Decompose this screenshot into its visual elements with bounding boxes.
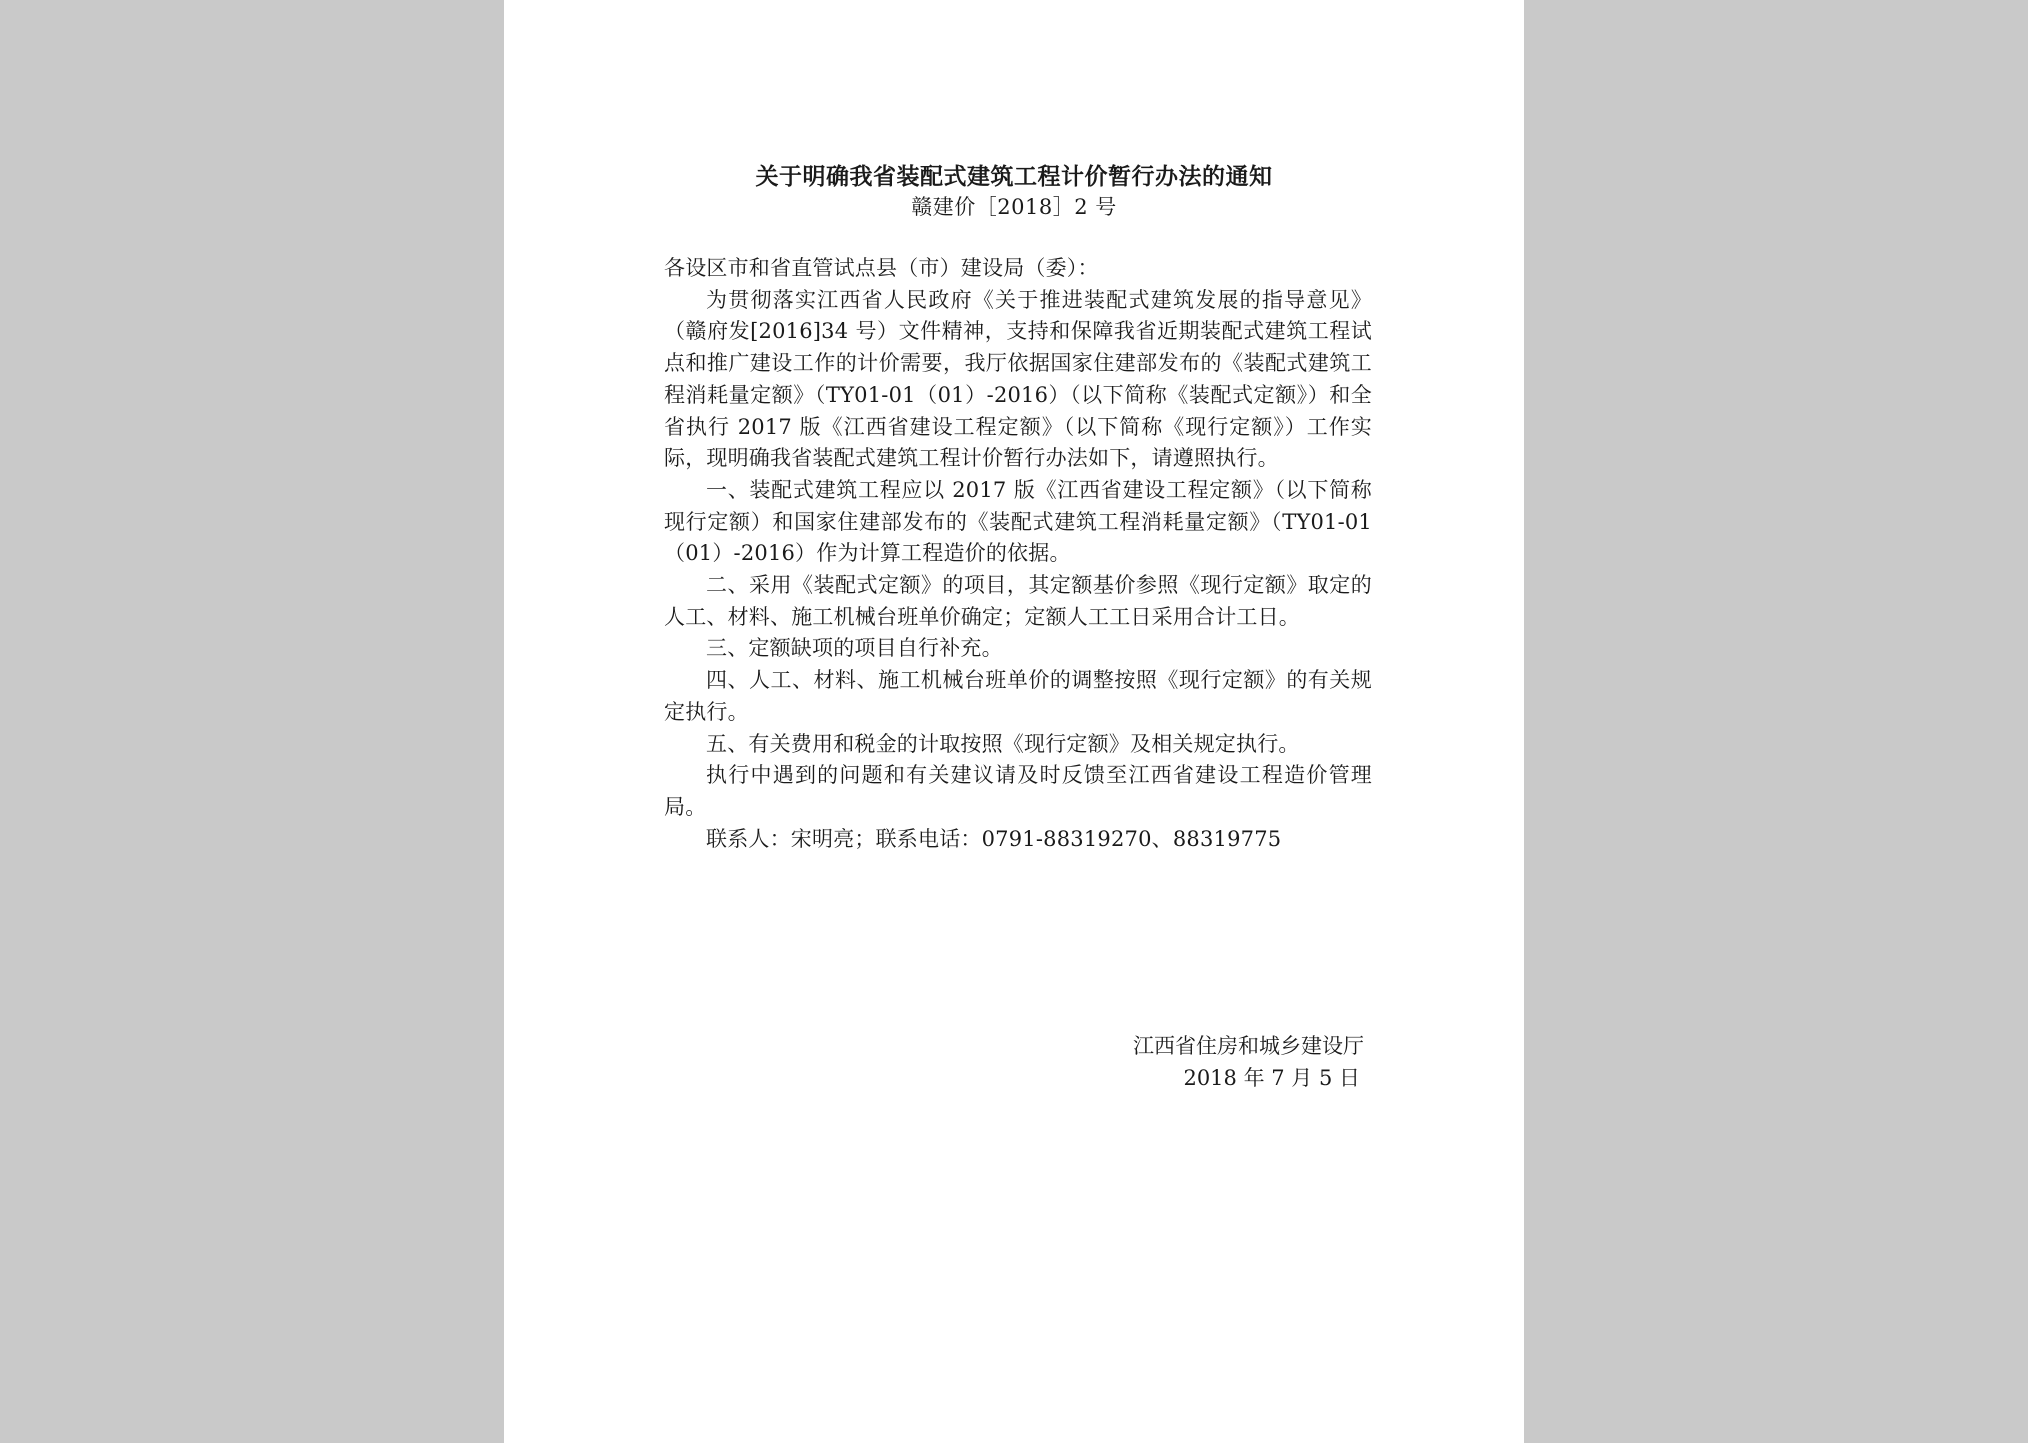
item-4-paragraph: 四、人工、材料、施工机械台班单价的调整按照《现行定额》的有关规定执行。 — [664, 668, 1372, 724]
document-page — [504, 0, 1524, 1443]
item-5-paragraph: 五、有关费用和税金的计取按照《现行定额》及相关规定执行。 — [706, 731, 1300, 756]
signature-block — [1133, 1030, 1364, 1094]
feedback-paragraph: 执行中遇到的问题和有关建议请及时反馈至江西省建设工程造价管理局。 — [664, 763, 1372, 819]
item-2-paragraph: 二、采用《装配式定额》的项目，其定额基价参照《现行定额》取定的人工、材料、施工机械台班单价确定；定额人工工日采用合计工日。 — [664, 573, 1372, 629]
contact-paragraph: 联系人：宋明亮；联系电话：0791-88319270、88319775 — [706, 826, 1282, 851]
document-number: 赣建价［2018］2 号 — [911, 195, 1117, 219]
document-body — [664, 253, 1372, 855]
issuer-name: 江西省住房和城乡建设厅 — [1133, 1034, 1364, 1058]
document-title: 关于明确我省装配式建筑工程计价暂行办法的通知 — [755, 163, 1273, 190]
salutation: 各设区市和省直管试点县（市）建设局（委）： — [664, 256, 1099, 280]
issue-date: 2018 年 7 月 5 日 — [1183, 1066, 1360, 1090]
item-3-paragraph: 三、定额缺项的项目自行补充。 — [706, 636, 1003, 661]
intro-paragraph: 为贯彻落实江西省人民政府《关于推进装配式建筑发展的指导意见》（赣府发[2016]34 号）文件精神，支持和保障我省近期装配式建筑工程试点和推广建设工作的计价需要，我厅依据国家住建部发布的《装配式建筑工程消耗量定额》（TY01-01（01）-2016）（以下简称《装配式定额》）和全省执行 2017 版《江西省建设工程定额》（以下简称《现行定额》）工作实际，现明确我省装配式建筑工程计价暂行办法如下，请遵照执行。 — [664, 287, 1372, 471]
item-1-paragraph: 一、装配式建筑工程应以 2017 版《江西省建设工程定额》（以下简称现行定额）和国家住建部发布的《装配式建筑工程消耗量定额》（TY01-01（01）-2016）作为计算工程造价的依据。 — [664, 477, 1372, 566]
